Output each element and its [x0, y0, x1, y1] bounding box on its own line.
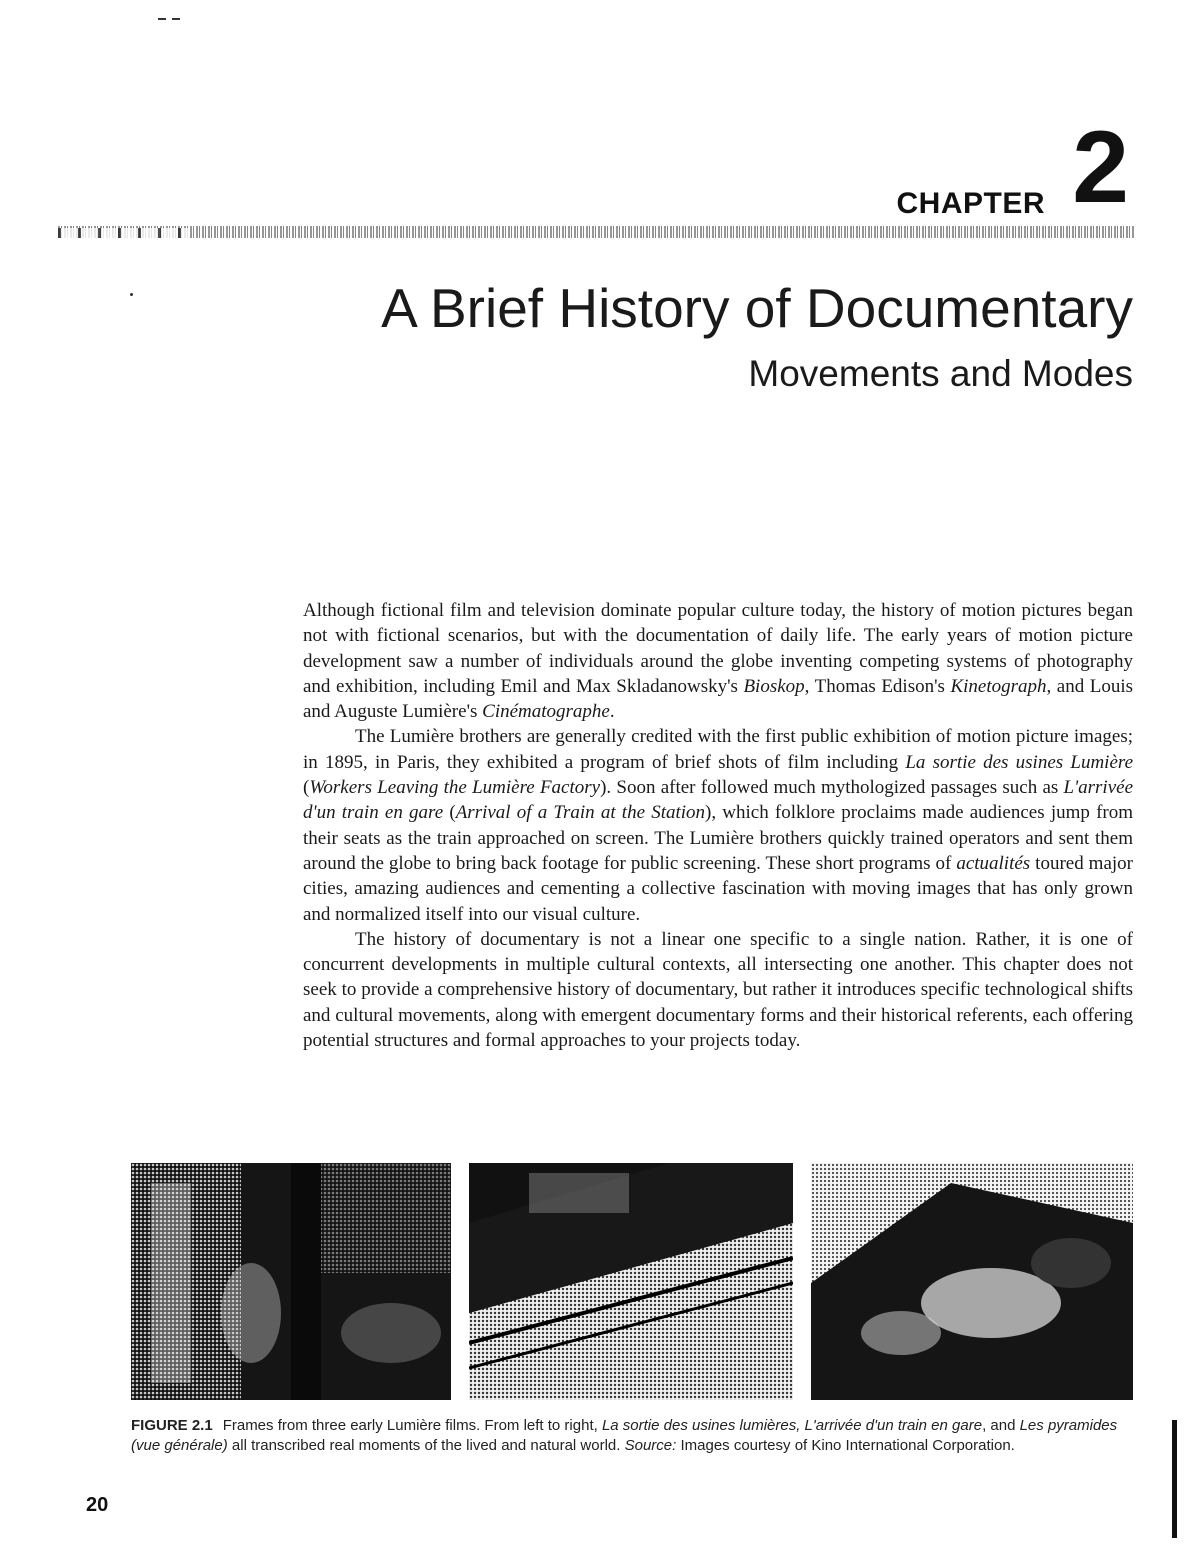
- chapter-rule-marks: [58, 228, 188, 238]
- figure-caption: [131, 1416, 1133, 1456]
- text-run: (: [443, 802, 456, 824]
- text-run: Frames from three early Lumière films. From left to right,: [222, 1417, 602, 1434]
- body-text: [303, 598, 1133, 1053]
- italic-text: Arrival of a Train at the Station: [455, 802, 706, 824]
- body-paragraph: [303, 927, 1133, 1053]
- text-run: , and: [982, 1417, 1020, 1434]
- figure-label: FIGURE 2.1: [131, 1417, 213, 1434]
- italic-text: La sortie des usines lumières, L'arrivée d'un train en gare: [601, 1417, 983, 1434]
- text-run: Images courtesy of Kino International Corporation.: [676, 1437, 1015, 1454]
- figure-lumiere-frames: [131, 1163, 1133, 1400]
- pyramids-frame: [811, 1163, 1133, 1400]
- italic-text: La sortie des usines Lumière: [905, 751, 1134, 773]
- italic-text: Bioskop: [743, 675, 805, 697]
- page-edge-bar: [1172, 1420, 1177, 1538]
- page-number: 20: [86, 1494, 109, 1516]
- text-run: all transcribed real moments of the lived and natural world.: [227, 1437, 625, 1454]
- page-subtitle: Movements and Modes: [748, 353, 1133, 394]
- stray-dot: [130, 293, 133, 296]
- text-run: The Lumière brothers are generally credited with the first public exhibition of motion picture images; in 1895, in Paris, they exhibited a program of brief shots of film including: [303, 726, 1133, 773]
- chapter-label: CHAPTER: [896, 187, 1045, 220]
- text-run: (: [303, 777, 310, 799]
- italic-text: actualités: [956, 852, 1031, 874]
- workers-leaving-factory-frame: [131, 1163, 451, 1400]
- italic-text: Source:: [624, 1437, 677, 1454]
- italic-text: Workers Leaving the Lumière Factory: [309, 777, 601, 799]
- text-run: The history of documentary is not a linear one specific to a single nation. Rather, it is one of concurrent developments in multiple cultural contexts, all intersecting one another. This chapter does not seek to provide a comprehensive history of documentary, but rather it introduces specific technological shifts and cultural movements, along with emergent documentary forms and their historical referents, each offering potential structures and formal approaches to your projects today.: [303, 928, 1133, 1052]
- body-paragraph: [303, 598, 1133, 724]
- chapter-number: 2: [1072, 110, 1129, 224]
- italic-text: Kinetograph: [950, 675, 1047, 697]
- italic-text: Les pyramides (vue générale): [131, 1417, 1118, 1454]
- italic-text: Cinématographe: [482, 701, 610, 723]
- top-dash-mark: [158, 18, 186, 20]
- text-run: Although fictional film and television dominate popular culture today, the history of motion pictures began not with fictional scenarios, but with the documentation of daily life. The early years of motion picture development saw a number of individuals around the globe inventing competing systems of photography and exhibition, including Emil and Max Skladanowsky's: [303, 600, 1133, 697]
- text-run: toured major cities, amazing audiences and cementing a collective fascination with moving images that has only grown and normalized itself into our visual culture.: [303, 852, 1134, 925]
- train-arrival-frame: [469, 1163, 793, 1400]
- chapter-rule: [58, 226, 1134, 238]
- chapter-heading: [0, 110, 1133, 224]
- text-run: .: [609, 701, 615, 723]
- text-run: ). Soon after followed much mythologized passages such as: [600, 777, 1064, 799]
- text-run: , Thomas Edison's: [804, 675, 951, 697]
- italic-text: L'arrivée d'un train en gare: [303, 777, 1134, 824]
- text-run: ), which folklore proclaims made audiences jump from their seats as the train approached on screen. The Lumière brothers quickly trained operators and sent them around the globe to bring back footage for public screening. These short programs of: [303, 802, 1134, 874]
- page-title: A Brief History of Documentary: [381, 277, 1133, 339]
- text-run: , and Louis and Auguste Lumière's: [303, 675, 1133, 723]
- body-paragraph: [303, 724, 1133, 926]
